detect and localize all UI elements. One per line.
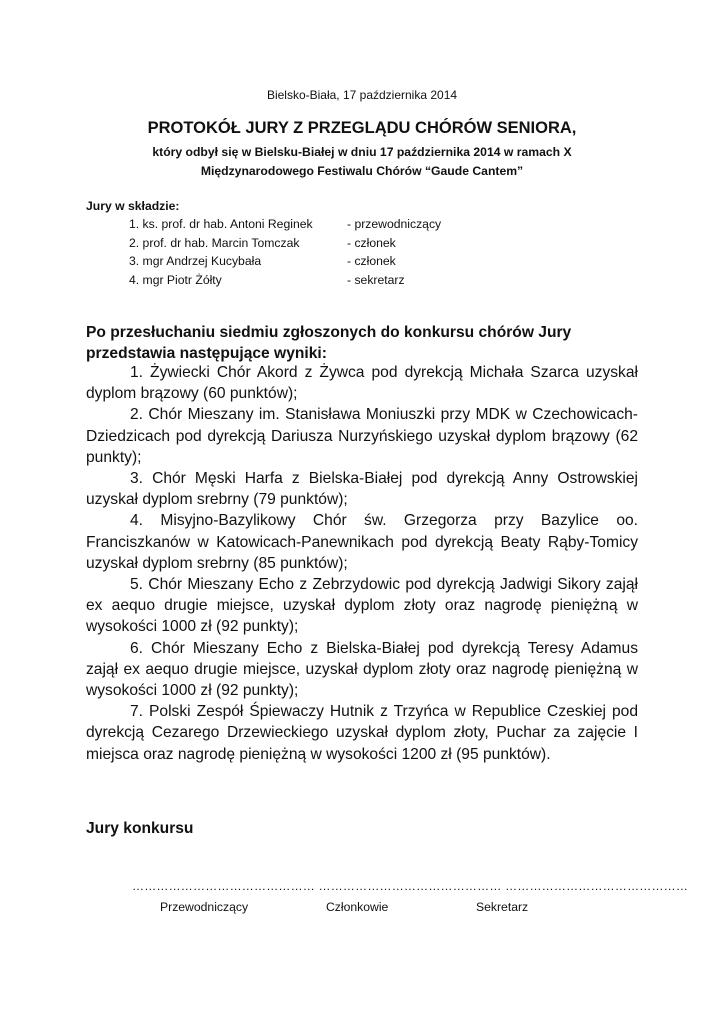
document-title: PROTOKÓŁ JURY Z PRZEGLĄDU CHÓRÓW SENIORA, [147,119,577,137]
jury-member-role: - sekretarz [347,272,405,287]
jury-member-role: - przewodniczący [347,217,442,231]
signature-heading: Jury konkursu [86,820,194,837]
result-item: 3. Chór Męski Harfa z Bielska-Białej pod dyrekcją Anny Ostrowskiej uzyskał dyplom srebrny (79 punktów); [86,470,638,509]
signature-label-secretary: Sekretarz [476,900,529,914]
result-item: 7. Polski Zespół Śpiewaczy Hutnik z Trzyńca w Republice Czeskiej pod dyrekcją Cezarego Drzewieckiego uzyskał dyplom złoty, Puchar za zajęcie I miejsca oraz nagrodę pieniężną w wysokości 1200 zł (95 punktów). [86,703,638,763]
jury-label: Jury w składzie: [86,199,180,213]
document-subtitle-line-2: Międzynarodowego Festiwalu Chórów “Gaude Cantem” [200,164,524,178]
jury-member [129,252,441,271]
result-item: 1. Żywiecki Chór Akord z Żywca pod dyrekcją Michała Szarca uzyskał dyplom brązowy (60 punktów); [86,364,638,403]
jury-member-name: 1. ks. prof. dr hab. Antoni Reginek [129,217,313,231]
jury-member [129,234,441,253]
result-item: 6. Chór Mieszany Echo z Bielska-Białej pod dyrekcją Teresy Adamus zajął ex aequo drugie miejsce, uzyskał dyplom złoty oraz nagrodę pieniężną w wysokości 1000 zł (92 punkty); [86,639,638,700]
place-date: Bielsko-Biała, 17 października 2014 [266,88,458,102]
jury-members-list [129,215,441,289]
signature-lines: ……………………………………… ……………………………………… ……………………………………… [132,879,689,893]
results-list [86,362,638,765]
document-subtitle-line-1: który odbył się w Bielsku-Białej w dniu 17 października 2014 w ramach X [152,145,572,159]
jury-member-name: 3. mgr Andrzej Kucybała [129,254,262,268]
jury-member [129,215,441,234]
result-item: 2. Chór Mieszany im. Stanisława Moniuszki przy MDK w Czechowicach-Dziedzicach pod dyrekcją Dariusza Nurzyńskiego uzyskał dyplom brązowy (62 punkty); [86,406,638,466]
jury-member [129,271,441,290]
jury-member-name: 4. mgr Piotr Żółty [129,272,222,287]
result-item: 4. Misyjno-Bazylikowy Chór św. Grzegorza przy Bazylice oo. Franciszkanów w Katowicach-Panewnikach pod dyrekcją Beaty Rąby-Tomicy uzyskał dyplom srebrny (85 punktów); [86,512,638,572]
signature-label-members: Członkowie [326,900,389,914]
result-item: 5. Chór Mieszany Echo z Zebrzydowic pod dyrekcją Jadwigi Sikory zajął ex aequo drugie miejsce, uzyskał dyplom złoty oraz nagrodę pieniężną w wysokości 1000 zł (92 punkty); [86,576,638,636]
jury-member-role: - członek [347,254,396,268]
jury-member-name: 2. prof. dr hab. Marcin Tomczak [129,235,300,250]
jury-member-role: - członek [347,235,396,250]
signature-label-chair: Przewodniczący [160,900,249,914]
results-heading: Po przesłuchaniu siedmiu zgłoszonych do konkursu chórów Jury przedstawia następujące wyniki: [86,324,572,362]
